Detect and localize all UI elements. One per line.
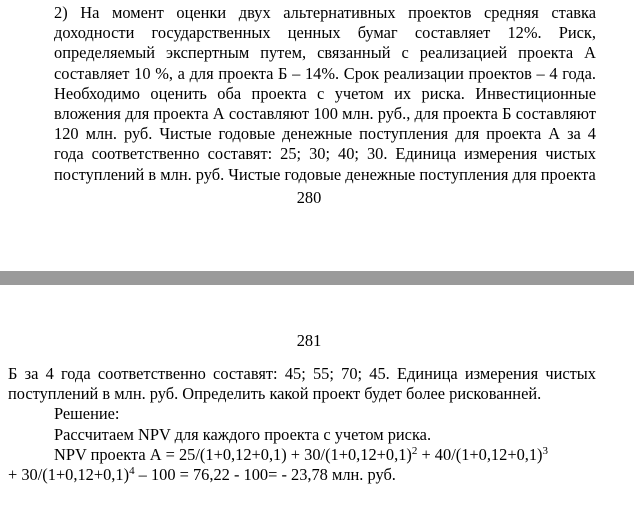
- solution-block: [8, 364, 596, 485]
- formula-exponent-2: 2: [411, 444, 418, 457]
- formula-part-1: NPV проекта А = 25/(1+0,12+0,1) + 30/(1+0,12+0,1): [54, 444, 412, 464]
- page-281: [0, 285, 634, 508]
- formula-part-4: – 100 = 76,22 - 100= - 23,78 млн. руб.: [134, 465, 396, 485]
- page-number-281: 281: [296, 331, 322, 350]
- page-separator: [0, 271, 634, 285]
- npv-intro: Рассчитаем NPV для каждого проекта с учетом риска.: [54, 424, 432, 444]
- formula-part-2: + 40/(1+0,12+0,1): [417, 444, 543, 464]
- npv-formula-line-1: [8, 445, 596, 465]
- npv-formula-line-2: [8, 465, 596, 485]
- formula-part-3: + 30/(1+0,12+0,1): [8, 465, 130, 485]
- page-number-280: 280: [296, 188, 322, 207]
- task-paragraph-block: [8, 3, 596, 185]
- formula-exponent-4: 4: [129, 465, 135, 478]
- formula-exponent-3: 3: [542, 444, 549, 457]
- solution-label: Решение:: [54, 404, 120, 424]
- task-continuation: Б за 4 года соответственно составят: 45; 55; 70; 45. Единица измерения чистых поступлений в млн. руб. Определить какой проект будет более рискованней.: [8, 364, 596, 404]
- task-paragraph: 2) На момент оценки двух альтернативных проектов средняя ставка доходности государственных ценных бумаг составляет 12%. Риск, определяемый экспертным путем, связанный с реализацией проекта А составляет 10 %, а для проекта Б – 14%. Срок реализации проектов – 4 года. Необходимо оценить оба проекта с учетом их риска. Инвестиционные вложения для проекта А составляют 100 млн. руб., для проекта Б составляют 120 млн. руб. Чистые годовые денежные поступления для проекта А за 4 года соответственно составят: 25; 30; 40; 30. Единица измерения чистых поступлений в млн. руб. Чистые годовые денежные поступления для проекта: [54, 3, 596, 184]
